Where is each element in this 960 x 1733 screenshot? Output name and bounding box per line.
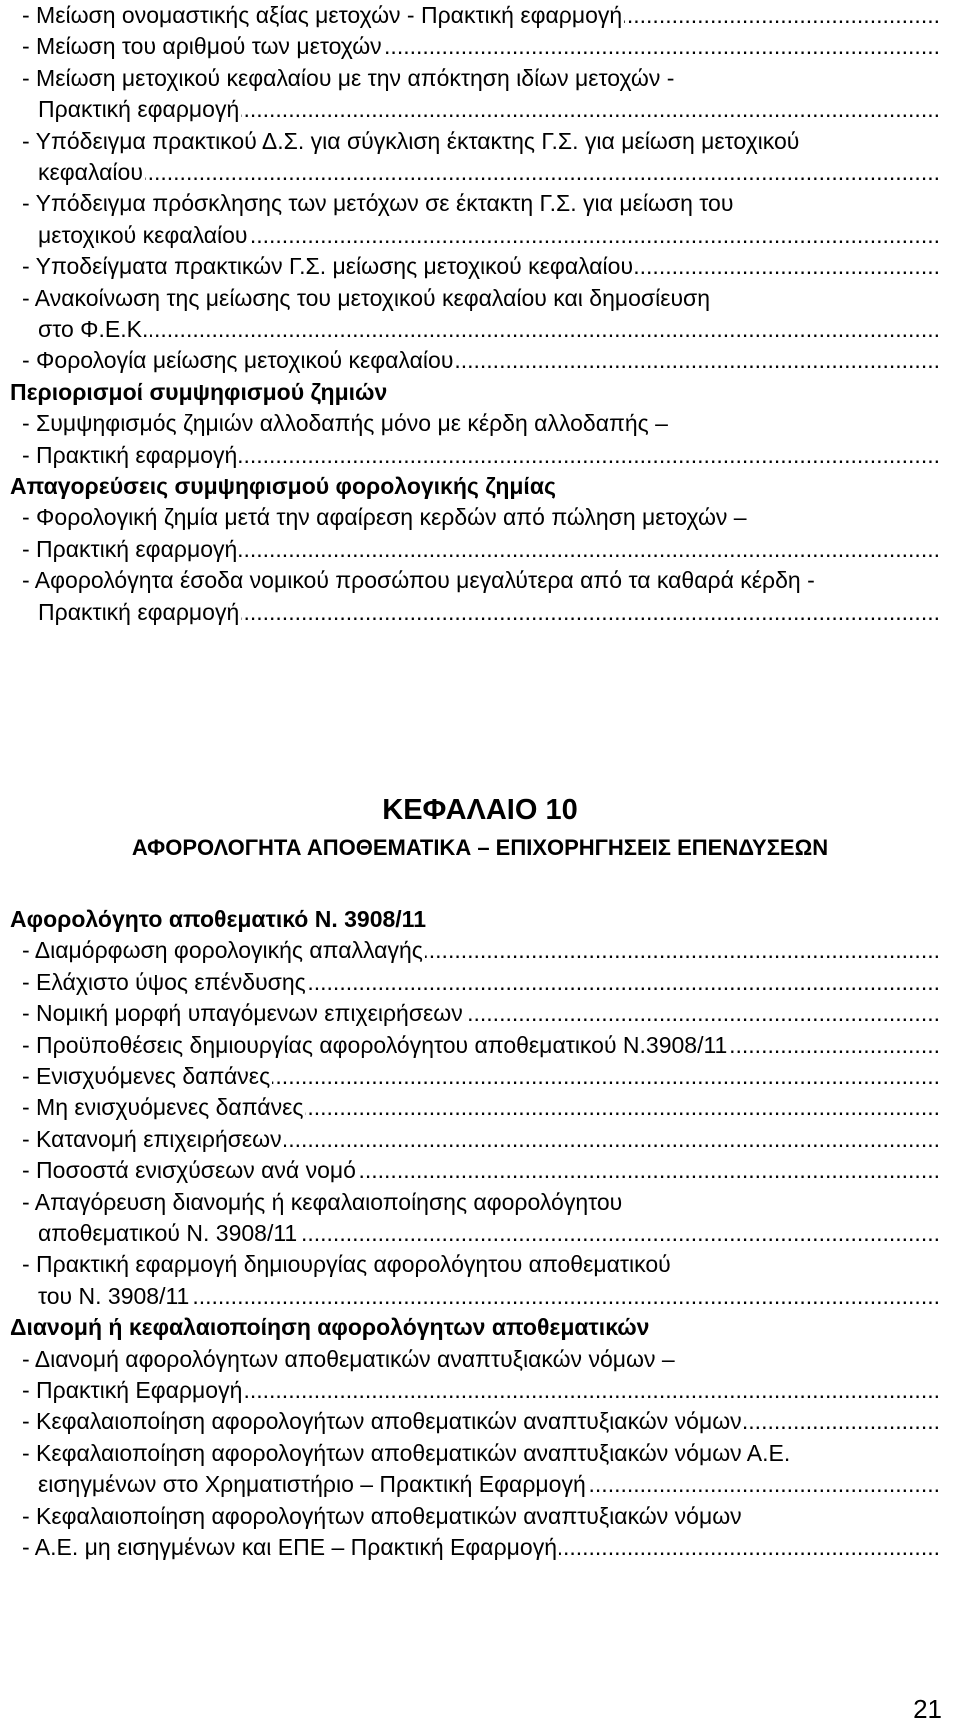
toc-entry [22, 29, 940, 64]
toc-entry [22, 249, 940, 284]
toc-entry [22, 1185, 940, 1220]
toc-entry-text: - Συμψηφισμός ζημιών αλλοδαπής μόνο με κέρδη αλλοδαπής – [22, 410, 668, 437]
toc-entry-text: - Προϋποθέσεις δημιουργίας αφορολόγητου αποθεματικού Ν.3908/11 [22, 1028, 729, 1063]
toc-entry [38, 595, 940, 630]
toc-entry-text: - Μείωση του αριθμού των μετοχών [22, 29, 384, 64]
toc-entry [38, 218, 940, 253]
section-heading [10, 469, 940, 504]
toc-entry [38, 312, 940, 347]
toc-entry-text: - Απαγόρευση διανομής ή κεφαλαιοποίησης αφορολόγητου [22, 1188, 623, 1215]
toc-entry-text: - Υπόδειγμα πρακτικού Δ.Σ. για σύγκλιση έκτακτης Γ.Σ. για μείωση μετοχικού [22, 127, 800, 154]
toc-entry-text: - Πρακτική εφαρμογή δημιουργίας αφορολόγητου αποθεματικού [22, 1251, 671, 1278]
toc-entry-text: Αφορολόγητο αποθεματικό Ν. 3908/11 [10, 906, 426, 932]
toc-entry-text: - Ελάχιστο ύψος επένδυσης [22, 965, 308, 1000]
toc-entry [22, 1153, 940, 1188]
toc-entry-text: Περιορισμοί συμψηφισμού ζημιών [10, 378, 388, 405]
section-heading [10, 1310, 940, 1345]
toc-entry-text: του Ν. 3908/11 [38, 1279, 191, 1314]
toc-entry-text: - Κεφαλαιοποίηση αφορολογήτων αποθεματικών αναπτυξιακών νόμων [22, 1404, 744, 1439]
toc-entry-text: - Μείωση ονομαστικής αξίας μετοχών - Πρακτική εφαρμογή [22, 0, 624, 33]
toc-entry [38, 92, 940, 127]
toc-entry-text: - Υποδείγματα πρακτικών Γ.Σ. μείωσης μετοχικού κεφαλαίου [22, 249, 635, 284]
toc-entry-text: στο Φ.Ε.Κ. [38, 312, 150, 347]
toc-entry-text: - Κεφαλαιοποίηση αφορολογήτων αποθεματικών αναπτυξιακών νόμων Α.Ε. [22, 1439, 791, 1466]
toc-entry [22, 343, 940, 378]
toc-entry-text: εισηγμένων στο Χρηματιστήριο – Πρακτική Εφαρμογή [38, 1467, 588, 1502]
toc-entry-text: - Νομική μορφή υπαγόμενων επιχειρήσεων [22, 996, 465, 1031]
page-number: 21 [913, 1694, 942, 1724]
toc-entry [22, 532, 940, 567]
toc-entry-text: - Πρακτική εφαρμογή [22, 532, 239, 567]
toc-entry [22, 438, 940, 473]
toc-entry-text: Απαγορεύσεις συμψηφισμού φορολογικής ζημίας [10, 473, 556, 499]
toc-entry [22, 61, 940, 96]
toc-entry [22, 996, 940, 1031]
toc-entry-text: μετοχικού κεφαλαίου [38, 218, 250, 253]
toc-entry-text: αποθεματικού Ν. 3908/11 [38, 1216, 299, 1251]
toc-entry-text: - Ενισχυόμενες δαπάνες [22, 1059, 272, 1094]
toc-entry-text: - Φορολογική ζημία μετά την αφαίρεση κερδών από πώληση μετοχών – [22, 504, 747, 531]
toc-entry [22, 1404, 940, 1439]
toc-entry-text: κεφαλαίου [38, 155, 145, 190]
toc-entry-text: - Πρακτική εφαρμογή [22, 438, 239, 473]
toc-entry-text: Πρακτική εφαρμογή [38, 92, 241, 127]
toc-entry [22, 1122, 940, 1157]
toc-entry [22, 933, 940, 968]
section-heading [10, 375, 940, 410]
toc-entry [22, 500, 940, 535]
toc-entry [22, 1059, 940, 1094]
toc-entry [22, 1247, 940, 1282]
toc-entry-text: - Α.Ε. μη εισηγμένων και ΕΠΕ – Πρακτική Εφαρμογή [22, 1530, 559, 1565]
toc-entry-text: - Διαμόρφωση φορολογικής απαλλαγής [22, 933, 425, 968]
chapter-title: ΑΦΟΡΟΛΟΓΗΤΑ ΑΠΟΘΕΜΑΤΙΚΑ – ΕΠΙΧΟΡΗΓΗΣΕΙΣ ΕΠΕΝΔΥΣΕΩΝ [131, 835, 829, 860]
toc-entry-text: - Μείωση μετοχικού κεφαλαίου με την απόκτηση ιδίων μετοχών - [22, 64, 675, 91]
toc-entry [22, 1436, 940, 1471]
toc-entry [22, 563, 940, 598]
toc-entry-text: - Αφορολόγητα έσοδα νομικού προσώπου μεγαλύτερα από τα καθαρά κέρδη - [22, 567, 815, 594]
toc-entry [22, 1028, 940, 1063]
toc-entry-text: - Κεφαλαιοποίηση αφορολογήτων αποθεματικών αναπτυξιακών νόμων [22, 1502, 742, 1529]
toc-entry [38, 155, 940, 190]
toc-entry-text: - Κατανομή επιχειρήσεων [22, 1122, 284, 1157]
toc-entry [22, 1342, 940, 1377]
toc-entry [22, 965, 940, 1000]
toc-entry-text: - Φορολογία μείωσης μετοχικού κεφαλαίου [22, 343, 455, 378]
section-heading [10, 902, 940, 937]
toc-entry [22, 406, 940, 441]
chapter-number: ΚΕΦΑΛΑΙΟ 10 [382, 794, 578, 826]
toc-entry-text: Διανομή ή κεφαλαιοποίηση αφορολόγητων αποθεματικών [10, 1314, 650, 1341]
toc-entry [22, 1373, 940, 1408]
toc-entry [38, 1467, 940, 1502]
toc-entry-text: - Πρακτική Εφαρμογή [22, 1373, 244, 1408]
toc-entry-text: - Ανακοίνωση της μείωσης του μετοχικού κεφαλαίου και δημοσίευση [22, 284, 711, 311]
toc-entry [22, 124, 940, 159]
toc-entry [22, 281, 940, 316]
toc-entry-text: - Ποσοστά ενισχύσεων ανά νομό [22, 1153, 358, 1188]
toc-entry-text: - Υπόδειγμα πρόσκλησης των μετόχων σε έκτακτη Γ.Σ. για μείωση του [22, 190, 734, 217]
toc-entry [22, 186, 940, 221]
toc-entry [22, 0, 940, 33]
toc-entry-text: Πρακτική εφαρμογή [38, 595, 241, 630]
toc-entry [22, 1530, 940, 1565]
toc-entry-text: - Μη ενισχυόμενες δαπάνες [22, 1090, 305, 1125]
toc-entry [38, 1216, 940, 1251]
toc-entry [22, 1090, 940, 1125]
toc-entry [22, 1499, 940, 1534]
toc-entry-text: - Διανομή αφορολόγητων αποθεματικών αναπτυξιακών νόμων – [22, 1345, 675, 1372]
toc-entry [38, 1279, 940, 1314]
